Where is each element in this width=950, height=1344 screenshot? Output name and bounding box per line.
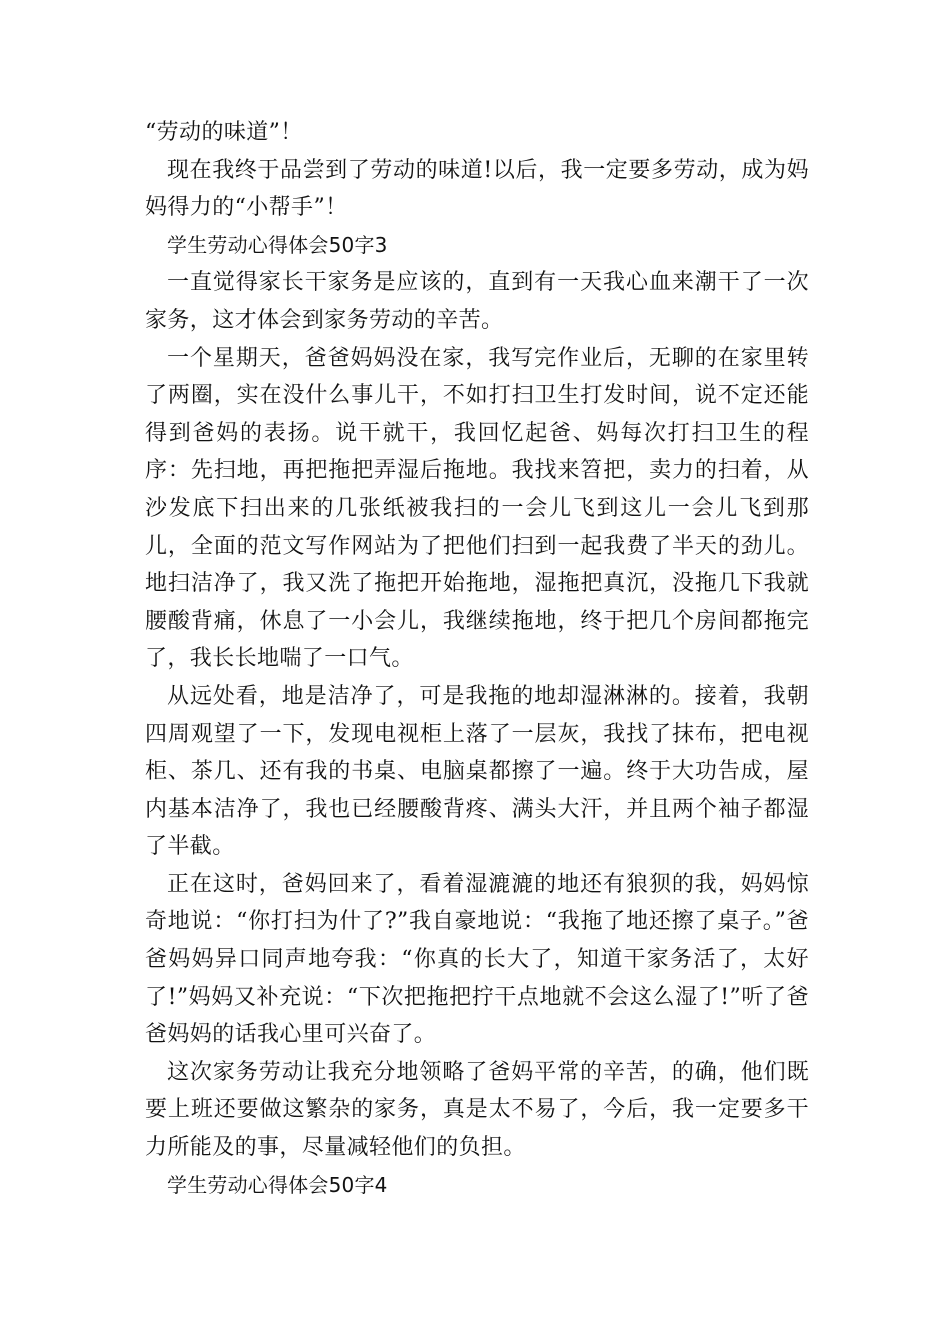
paragraph-1: “劳动的味道”！ — [145, 120, 303, 145]
paragraph-6: 从远处看，地是洁净了，可是我拖的地却湿淋淋的。接着，我朝四周观望了一下，发现电视柜上落了一层灰，我找了抹布，把电视柜、茶几、还有我的书桌、电脑桌都擦了一遍。终于大功告成，屋内基本洁净了，我也已经腰酸背疼、满头大汗，并且两个袖子都湿了半截。 — [145, 683, 809, 860]
paragraph-4: 一直觉得家长干家务是应该的，直到有一天我心血来潮干了一次家务，这才体会到家务劳动的辛苦。 — [145, 270, 809, 333]
paragraph-7: 正在这时，爸妈回来了，看着湿漉漉的地还有狼狈的我，妈妈惊奇地说：“你打扫为什了?”我自豪地说：“我拖了地还擦了桌子。”爸爸妈妈异口同声地夸我：“你真的长大了，知道干家务活了，太好了!”妈妈又补充说：“下次把拖把拧干点地就不会这么湿了!”听了爸爸妈妈的话我心里可兴奋了。 — [145, 871, 809, 1048]
paragraph-8: 这次家务劳动让我充分地领略了爸妈平常的辛苦，的确，他们既要上班还要做这繁杂的家务，真是太不易了，今后，我一定要多干力所能及的事，尽量减轻他们的负担。 — [145, 1059, 809, 1161]
paragraph-5: 一个星期天，爸爸妈妈没在家，我写完作业后，无聊的在家里转了两圈，实在没什么事儿干，不如打扫卫生打发时间，说不定还能得到爸妈的表扬。说干就干，我回忆起爸、妈每次打扫卫生的程序：先扫地，再把拖把弄湿后拖地。我找来笤把，卖力的扫着，从沙发底下扫出来的几张纸被我扫的一会儿飞到这儿一会儿飞到那儿，全面的范文写作网站为了把他们扫到一起我费了半天的劲儿。地扫洁净了，我又洗了拖把开始拖地，湿拖把真沉，没拖几下我就腰酸背痛，休息了一小会儿，我继续拖地，终于把几个房间都拖完了，我长长地喘了一口气。 — [145, 345, 809, 672]
document-body — [145, 114, 809, 1204]
section-heading-3: 学生劳动心得体会50字3 — [167, 232, 388, 257]
paragraph-2: 现在我终于品尝到了劳动的味道!以后，我一定要多劳动，成为妈妈得力的“小帮手”！ — [145, 157, 809, 221]
section-heading-4: 学生劳动心得体会50字4 — [167, 1172, 388, 1197]
